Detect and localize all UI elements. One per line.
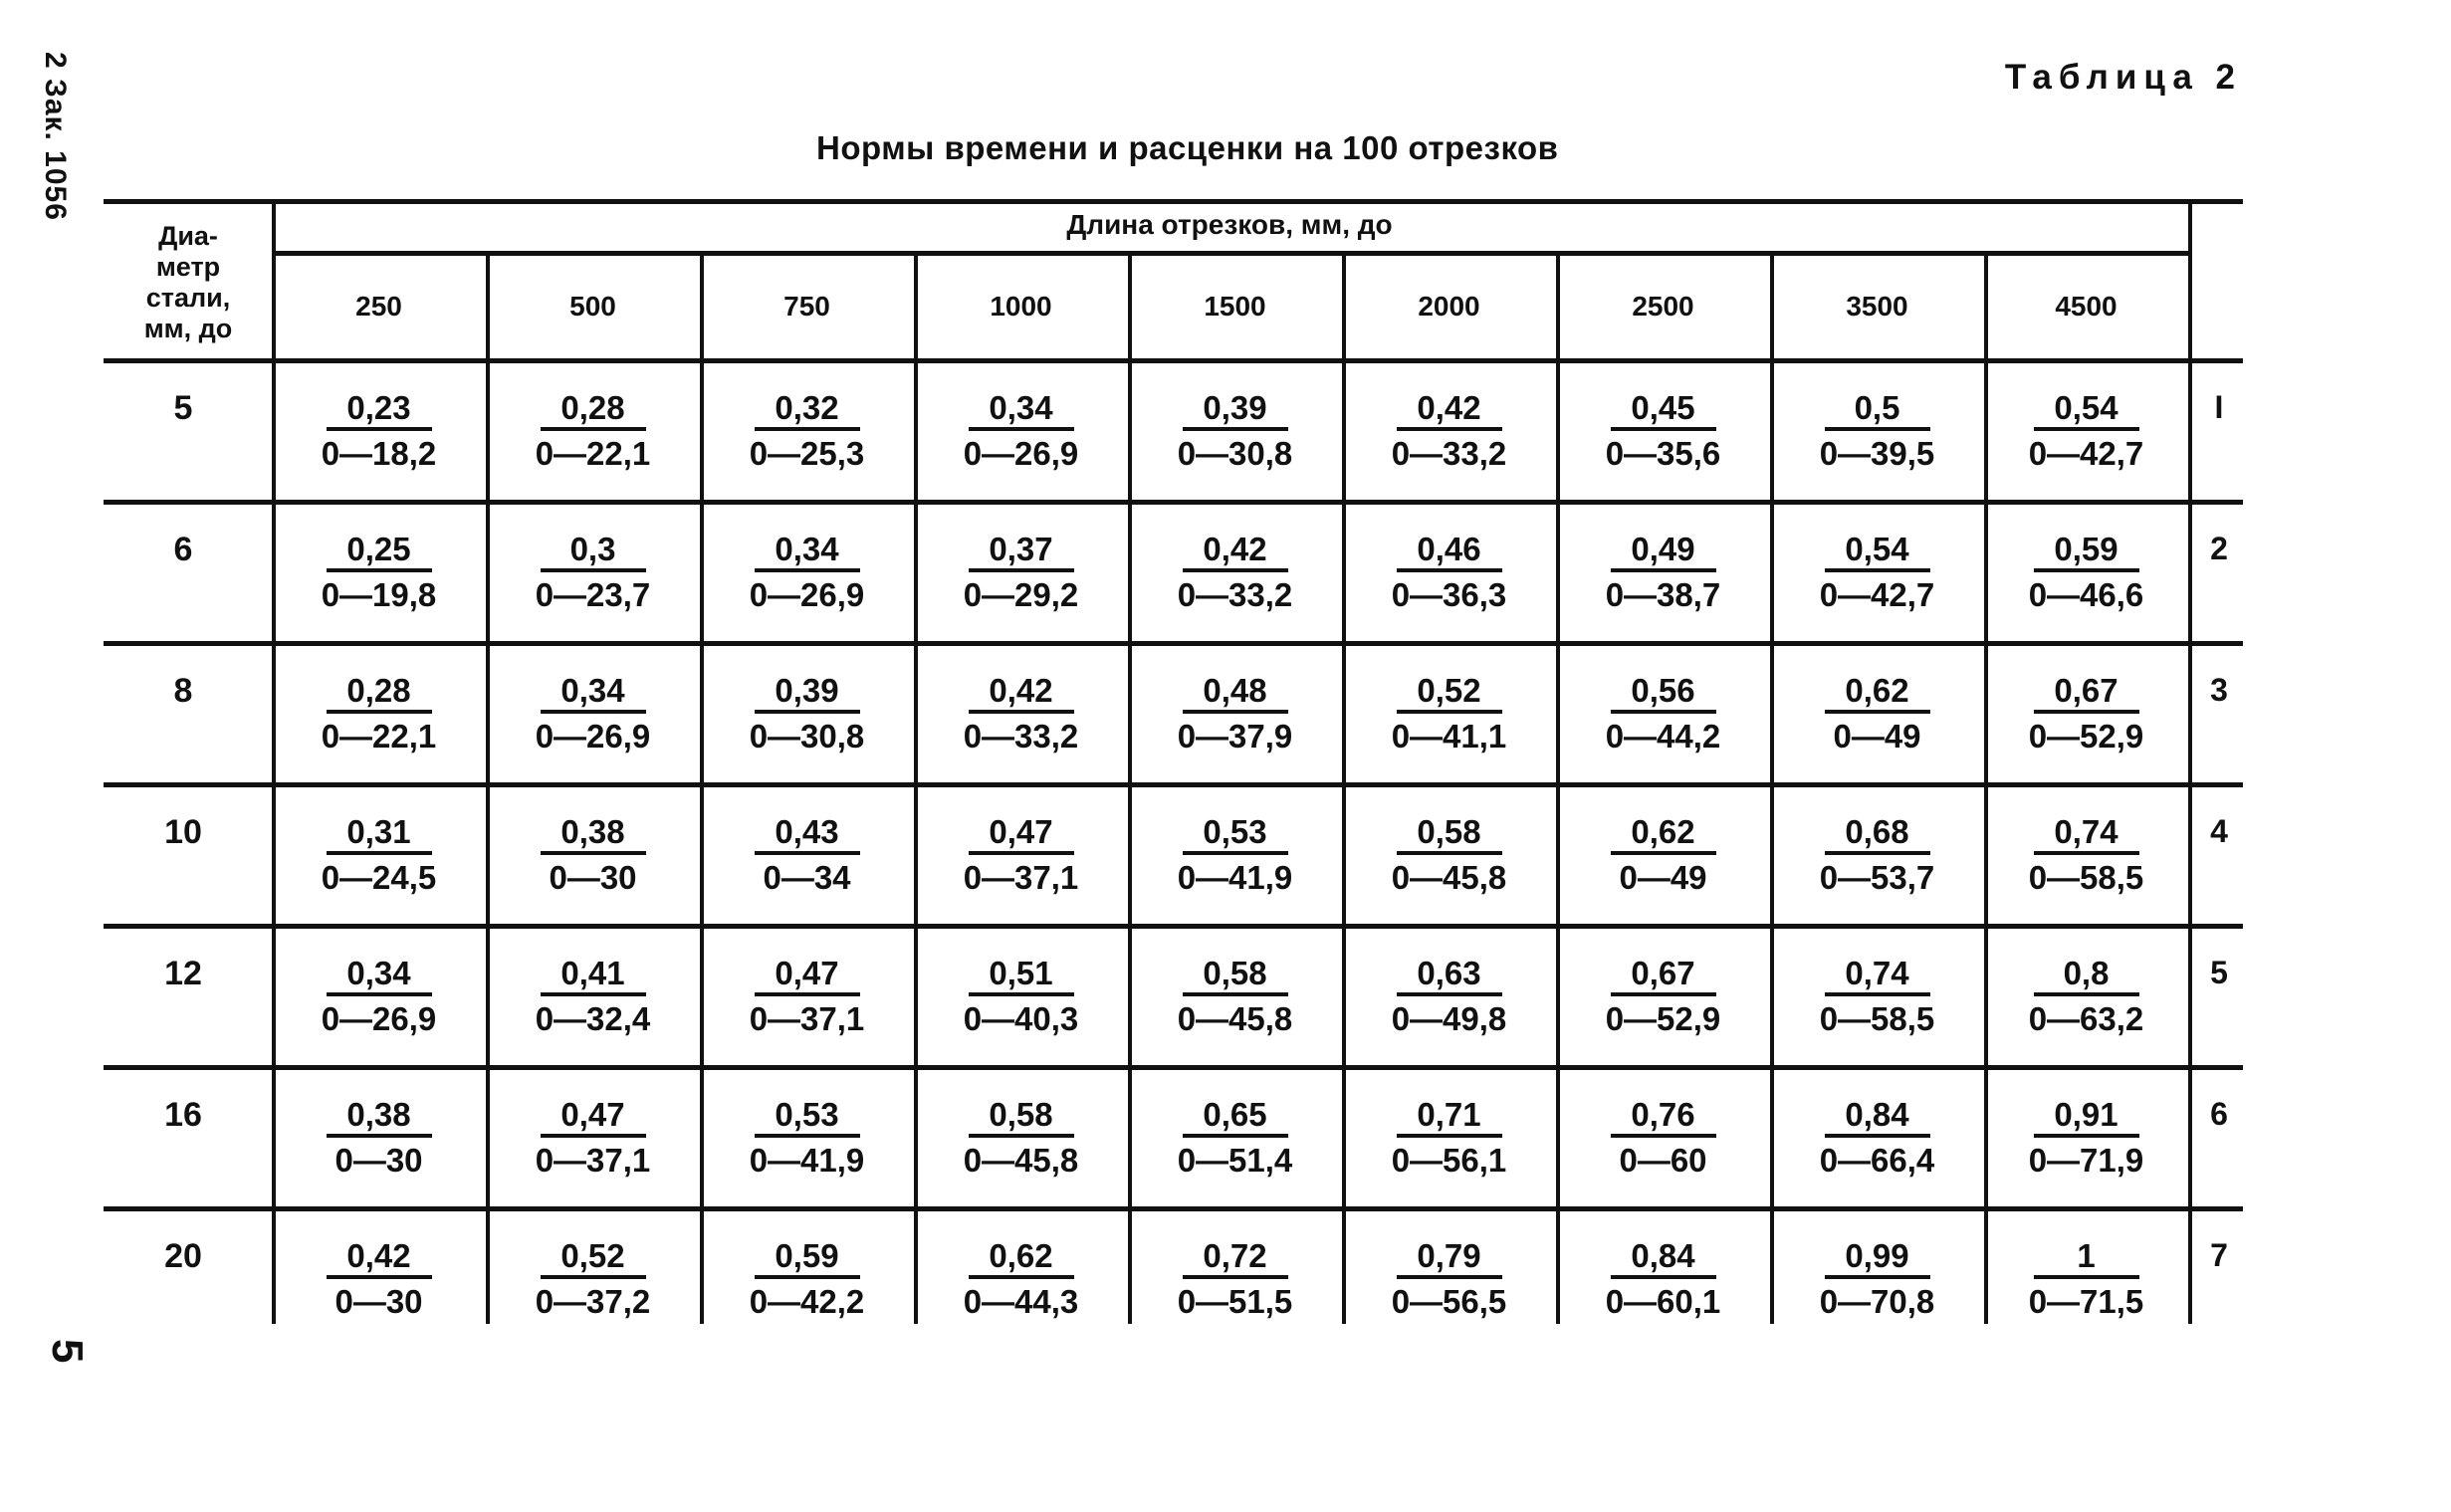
time-norm: 0,62 (1825, 672, 1930, 714)
diameter-header: Диа- метр стали, мм, до (143, 221, 233, 343)
time-norm: 0,52 (1397, 672, 1502, 714)
time-norm: 0,25 (327, 531, 432, 572)
rule-header-sub (272, 251, 2188, 256)
rate-cell (1984, 1096, 2188, 1182)
row-number: 5 (2210, 955, 2228, 990)
rate-cell (700, 531, 914, 616)
document-side-note: 2 Зак. 1056 (39, 52, 72, 221)
time-norm: 0,34 (327, 955, 432, 996)
price-rate: 0—49 (1619, 859, 1707, 896)
row-number: 3 (2210, 672, 2228, 708)
rate-cell (1128, 672, 1342, 757)
rate-cell (700, 1096, 914, 1182)
time-norm: 0,74 (1825, 955, 1930, 996)
time-norm: 0,34 (969, 389, 1074, 431)
price-rate: 0—19,8 (321, 576, 437, 613)
price-rate: 0—39,5 (1819, 435, 1935, 472)
price-rate: 0—51,4 (1177, 1142, 1293, 1179)
rate-cell (914, 531, 1128, 616)
rate-cell (1984, 672, 2188, 757)
rate-cell (272, 531, 486, 616)
time-norm: 0,67 (1611, 955, 1716, 996)
rate-cell (1984, 1237, 2188, 1323)
rate-cell (1770, 1096, 1984, 1182)
time-norm: 0,79 (1397, 1237, 1502, 1279)
rate-cell (1770, 672, 1984, 757)
price-rate: 0—32,4 (535, 1000, 651, 1037)
rule-row (104, 782, 2243, 787)
rate-cell (1556, 1237, 1770, 1323)
time-norm: 0,59 (2034, 531, 2139, 572)
time-norm: 0,8 (2034, 955, 2139, 996)
diameter-value: 8 (173, 672, 193, 710)
diameter-value: 12 (164, 955, 202, 992)
rate-cell (914, 1237, 1128, 1323)
price-rate: 0—23,7 (535, 576, 651, 613)
price-rate: 0—37,1 (535, 1142, 651, 1179)
price-rate: 0—45,8 (1177, 1000, 1293, 1037)
rate-cell (486, 1096, 700, 1182)
diameter-value: 20 (164, 1237, 202, 1275)
diameter-value: 6 (173, 531, 193, 568)
price-rate: 0—30,8 (1177, 435, 1293, 472)
rate-cell (486, 672, 700, 757)
time-norm: 0,58 (969, 1096, 1074, 1138)
rate-cell (486, 955, 700, 1040)
time-norm: 0,99 (1825, 1237, 1930, 1279)
time-norm: 0,53 (755, 1096, 860, 1138)
price-rate: 0—42,7 (2028, 435, 2144, 472)
price-rate: 0—49 (1833, 718, 1921, 755)
price-rate: 0—37,9 (1177, 718, 1293, 755)
price-rate: 0—71,5 (2028, 1283, 2144, 1320)
row-number: 4 (2210, 813, 2228, 849)
price-rate: 0—52,9 (2028, 718, 2144, 755)
price-rate: 0—41,1 (1391, 718, 1507, 755)
rate-cell (1342, 1096, 1556, 1182)
price-rate: 0—44,3 (963, 1283, 1079, 1320)
table-title: Нормы времени и расценки на 100 отрезков (816, 129, 1559, 166)
price-rate: 0—22,1 (321, 718, 437, 755)
time-norm: 0,74 (2034, 813, 2139, 855)
price-rate: 0—66,4 (1819, 1142, 1935, 1179)
diameter-value: 5 (173, 389, 193, 427)
time-norm: 0,91 (2034, 1096, 2139, 1138)
time-norm: 0,45 (1611, 389, 1716, 431)
rate-cell (700, 672, 914, 757)
page-number: 5 (43, 1339, 92, 1364)
rate-cell (1556, 389, 1770, 475)
time-norm: 0,54 (2034, 389, 2139, 431)
time-norm: 0,84 (1825, 1096, 1930, 1138)
length-label: 3500 (1846, 291, 1908, 322)
rule-row (104, 500, 2243, 505)
price-rate: 0—63,2 (2028, 1000, 2144, 1037)
rate-cell (1770, 955, 1984, 1040)
price-rate: 0—38,7 (1605, 576, 1721, 613)
price-rate: 0—58,5 (2028, 859, 2144, 896)
time-norm: 0,28 (327, 672, 432, 714)
price-rate: 0—37,1 (749, 1000, 865, 1037)
time-norm: 0,42 (327, 1237, 432, 1279)
price-rate: 0—30 (334, 1283, 423, 1320)
rate-cell (1128, 1096, 1342, 1182)
time-norm: 0,56 (1611, 672, 1716, 714)
rule-header-bottom (104, 358, 2243, 363)
row-number: 6 (2210, 1096, 2228, 1132)
time-norm: 0,52 (541, 1237, 646, 1279)
rate-cell (914, 389, 1128, 475)
rate-cell (1342, 1237, 1556, 1323)
time-norm: 0,63 (1397, 955, 1502, 996)
length-label: 500 (569, 291, 616, 322)
length-label: 2000 (1418, 291, 1480, 322)
rate-cell (1128, 1237, 1342, 1323)
time-norm: 0,48 (1183, 672, 1288, 714)
time-norm: 0,72 (1183, 1237, 1288, 1279)
length-label: 1000 (990, 291, 1052, 322)
time-norm: 0,65 (1183, 1096, 1288, 1138)
price-rate: 0—71,9 (2028, 1142, 2144, 1179)
price-rate: 0—70,8 (1819, 1283, 1935, 1320)
time-norm: 0,34 (541, 672, 646, 714)
time-norm: 0,3 (541, 531, 646, 572)
rate-cell (700, 1237, 914, 1323)
rate-cell (1984, 389, 2188, 475)
time-norm: 0,58 (1397, 813, 1502, 855)
price-rate: 0—33,2 (963, 718, 1079, 755)
time-norm: 0,5 (1825, 389, 1930, 431)
rate-cell (914, 1096, 1128, 1182)
price-rate: 0—46,6 (2028, 576, 2144, 613)
rate-cell (1556, 531, 1770, 616)
price-rate: 0—26,9 (963, 435, 1079, 472)
price-rate: 0—44,2 (1605, 718, 1721, 755)
time-norm: 0,58 (1183, 955, 1288, 996)
rate-cell (700, 389, 914, 475)
rate-cell (486, 813, 700, 899)
rate-cell (1342, 813, 1556, 899)
price-rate: 0—25,3 (749, 435, 865, 472)
time-norm: 0,34 (755, 531, 860, 572)
time-norm: 0,42 (1183, 531, 1288, 572)
time-norm: 0,49 (1611, 531, 1716, 572)
rate-cell (272, 672, 486, 757)
time-norm: 0,51 (969, 955, 1074, 996)
price-rate: 0—51,5 (1177, 1283, 1293, 1320)
table-label: Таблица 2 (2004, 58, 2242, 97)
price-rate: 0—33,2 (1391, 435, 1507, 472)
rate-cell (1128, 813, 1342, 899)
price-rate: 0—24,5 (321, 859, 437, 896)
diameter-value: 16 (164, 1096, 202, 1134)
rate-cell (1342, 672, 1556, 757)
rate-cell (272, 389, 486, 475)
time-norm: 0,31 (327, 813, 432, 855)
rate-cell (1556, 813, 1770, 899)
price-rate: 0—45,8 (1391, 859, 1507, 896)
price-rate: 0—22,1 (535, 435, 651, 472)
rate-cell (272, 813, 486, 899)
time-norm: 0,76 (1611, 1096, 1716, 1138)
price-rate: 0—29,2 (963, 576, 1079, 613)
price-rate: 0—26,9 (749, 576, 865, 613)
rule-row (104, 641, 2243, 646)
rate-cell (1342, 955, 1556, 1040)
price-rate: 0—56,1 (1391, 1142, 1507, 1179)
price-rate: 0—49,8 (1391, 1000, 1507, 1037)
rate-cell (486, 389, 700, 475)
time-norm: 0,39 (1183, 389, 1288, 431)
rate-cell (1984, 531, 2188, 616)
price-rate: 0—60,1 (1605, 1283, 1721, 1320)
rule-row (104, 1065, 2243, 1070)
price-rate: 0—58,5 (1819, 1000, 1935, 1037)
price-rate: 0—41,9 (1177, 859, 1293, 896)
rate-cell (1128, 955, 1342, 1040)
length-label: 1500 (1204, 291, 1266, 322)
price-rate: 0—40,3 (963, 1000, 1079, 1037)
rule-col (2188, 199, 2192, 1324)
length-header: Длина отрезков, мм, до (1066, 209, 1393, 240)
price-rate: 0—37,2 (535, 1283, 651, 1320)
rate-cell (700, 955, 914, 1040)
time-norm: 0,47 (755, 955, 860, 996)
time-norm: 0,71 (1397, 1096, 1502, 1138)
row-number: I (2214, 389, 2224, 425)
price-rate: 0—60 (1619, 1142, 1707, 1179)
time-norm: 0,32 (755, 389, 860, 431)
rate-cell (1556, 1096, 1770, 1182)
price-rate: 0—36,3 (1391, 576, 1507, 613)
rate-cell (1342, 389, 1556, 475)
rate-cell (914, 672, 1128, 757)
rate-cell (1984, 813, 2188, 899)
price-rate: 0—45,8 (963, 1142, 1079, 1179)
rate-cell (1128, 389, 1342, 475)
length-label: 4500 (2055, 291, 2117, 322)
time-norm: 0,46 (1397, 531, 1502, 572)
rule-row (104, 924, 2243, 929)
price-rate: 0—26,9 (321, 1000, 437, 1037)
time-norm: 0,68 (1825, 813, 1930, 855)
price-rate: 0—30,8 (749, 718, 865, 755)
row-number: 2 (2210, 531, 2228, 566)
rate-cell (1770, 389, 1984, 475)
price-rate: 0—30 (334, 1142, 423, 1179)
price-rate: 0—33,2 (1177, 576, 1293, 613)
time-norm: 0,38 (541, 813, 646, 855)
rate-cell (1984, 955, 2188, 1040)
rule-row (104, 1206, 2243, 1211)
length-label: 2500 (1632, 291, 1694, 322)
time-norm: 0,28 (541, 389, 646, 431)
time-norm: 0,84 (1611, 1237, 1716, 1279)
price-rate: 0—30 (549, 859, 637, 896)
time-norm: 0,67 (2034, 672, 2139, 714)
time-norm: 0,53 (1183, 813, 1288, 855)
price-rate: 0—52,9 (1605, 1000, 1721, 1037)
rate-cell (1770, 531, 1984, 616)
time-norm: 0,54 (1825, 531, 1930, 572)
rate-cell (1556, 955, 1770, 1040)
row-number: 7 (2210, 1237, 2228, 1273)
time-norm: 0,42 (1397, 389, 1502, 431)
rule-top (104, 199, 2243, 204)
rate-cell (1770, 813, 1984, 899)
rate-cell (1128, 531, 1342, 616)
price-rate: 0—18,2 (321, 435, 437, 472)
rate-cell (486, 1237, 700, 1323)
price-rate: 0—42,2 (749, 1283, 865, 1320)
price-rate: 0—35,6 (1605, 435, 1721, 472)
price-rate: 0—42,7 (1819, 576, 1935, 613)
time-norm: 0,37 (969, 531, 1074, 572)
diameter-value: 10 (164, 813, 202, 851)
time-norm: 0,23 (327, 389, 432, 431)
time-norm: 0,62 (969, 1237, 1074, 1279)
rate-cell (1770, 1237, 1984, 1323)
price-rate: 0—26,9 (535, 718, 651, 755)
time-norm: 0,39 (755, 672, 860, 714)
time-norm: 0,41 (541, 955, 646, 996)
time-norm: 0,38 (327, 1096, 432, 1138)
rate-cell (914, 813, 1128, 899)
time-norm: 0,47 (969, 813, 1074, 855)
time-norm: 0,42 (969, 672, 1074, 714)
rate-cell (914, 955, 1128, 1040)
price-rate: 0—56,5 (1391, 1283, 1507, 1320)
time-norm: 0,43 (755, 813, 860, 855)
rate-cell (272, 1237, 486, 1323)
time-norm: 0,59 (755, 1237, 860, 1279)
length-label: 250 (355, 291, 402, 322)
rate-cell (1556, 672, 1770, 757)
price-rate: 0—53,7 (1819, 859, 1935, 896)
rate-cell (486, 531, 700, 616)
price-rate: 0—37,1 (963, 859, 1079, 896)
rate-cell (1342, 531, 1556, 616)
time-norm: 1 (2034, 1237, 2139, 1279)
rate-cell (272, 955, 486, 1040)
price-rate: 0—41,9 (749, 1142, 865, 1179)
norms-table (104, 199, 2243, 1324)
length-label: 750 (783, 291, 830, 322)
rate-cell (272, 1096, 486, 1182)
price-rate: 0—34 (763, 859, 851, 896)
time-norm: 0,47 (541, 1096, 646, 1138)
rate-cell (700, 813, 914, 899)
time-norm: 0,62 (1611, 813, 1716, 855)
